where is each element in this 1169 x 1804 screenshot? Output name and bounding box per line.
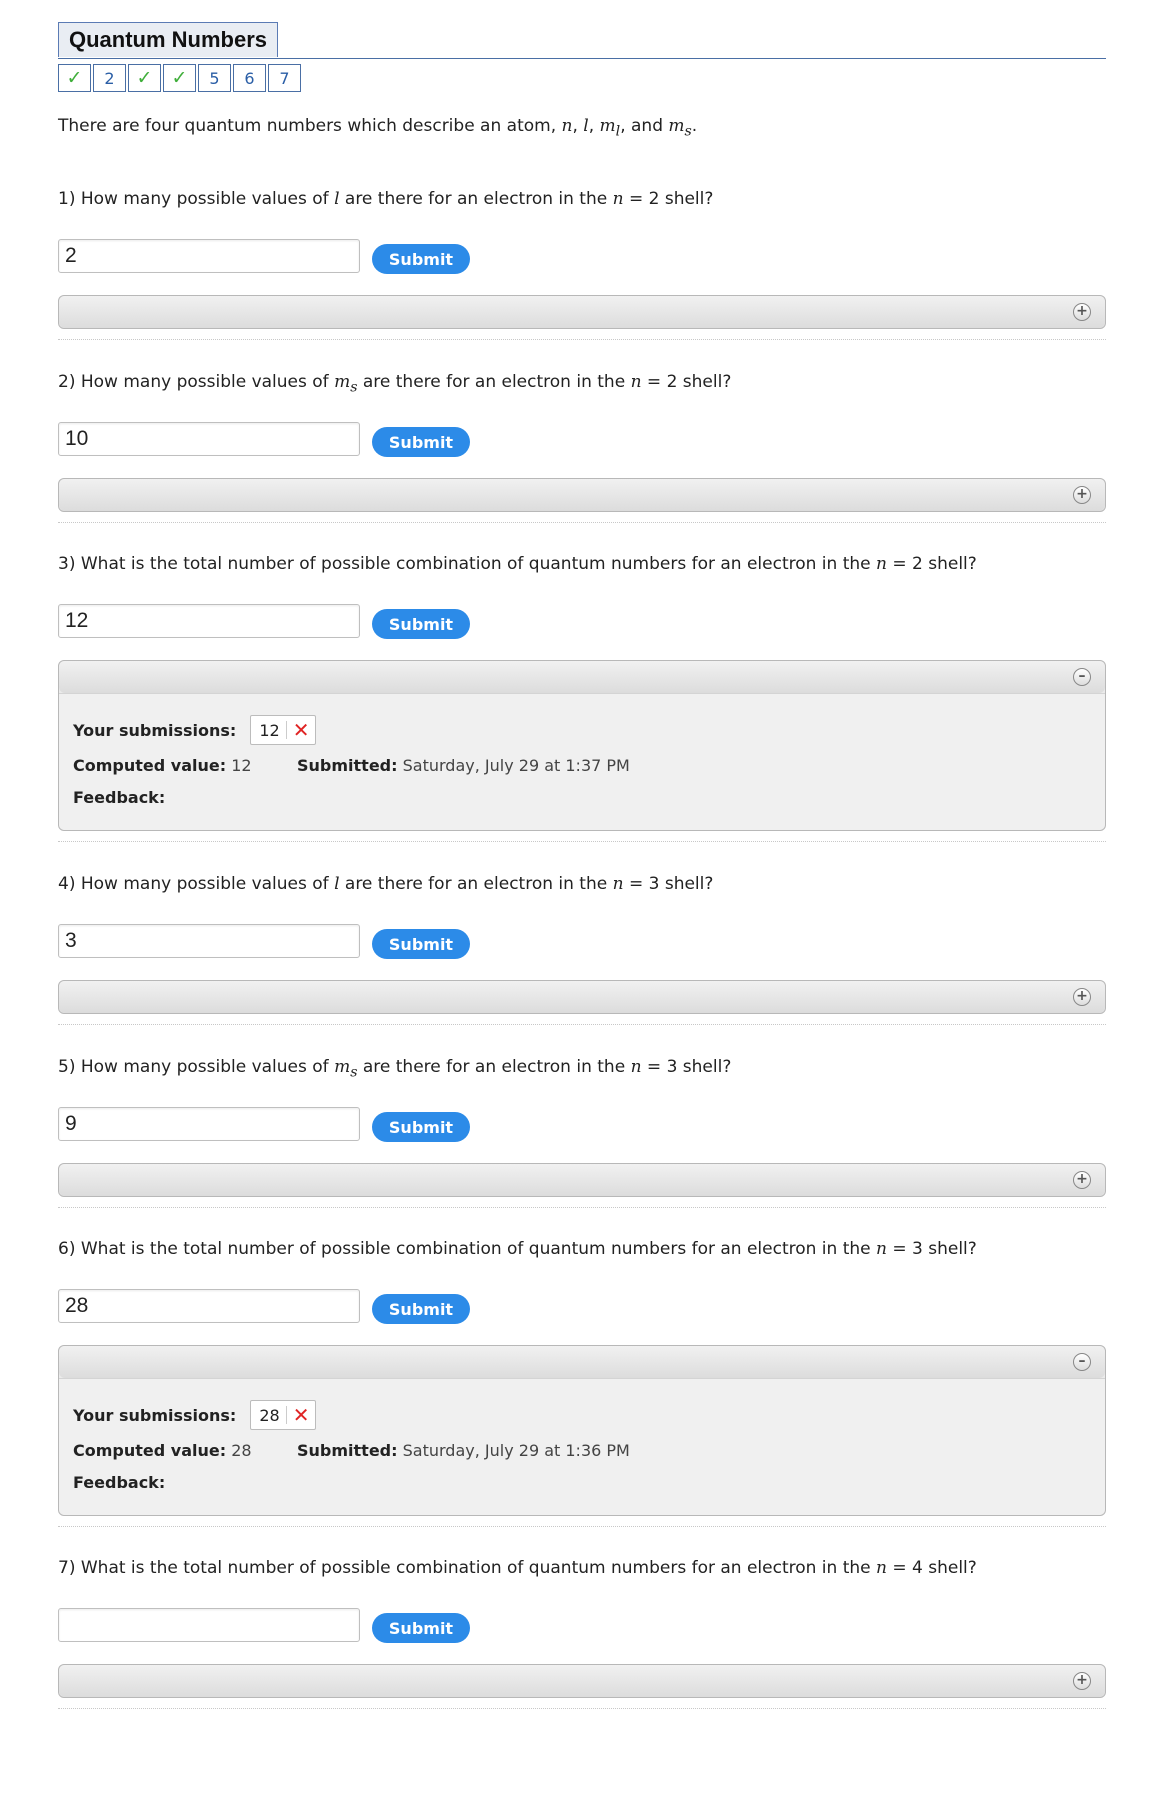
intro-var-ms: m (668, 116, 685, 136)
question-divider (58, 1708, 1106, 1709)
question-block (58, 187, 1106, 340)
question-number: 7) (58, 1558, 76, 1578)
question-middle: are there for an electron in the (357, 372, 631, 392)
question-block (58, 1055, 1106, 1208)
submitted-group (297, 756, 630, 778)
question-prefix: How many possible values of (80, 1057, 335, 1077)
feedback-panel (58, 1163, 1106, 1197)
question-block (58, 1237, 1106, 1527)
question-block (58, 1556, 1106, 1709)
check-icon: ✓ (171, 67, 188, 89)
feedback-panel (58, 660, 1106, 831)
answer-input[interactable] (58, 604, 360, 638)
question-divider (58, 1526, 1106, 1527)
feedback-label: Feedback: (73, 1473, 166, 1492)
answer-row (58, 1608, 1106, 1646)
nav-question-6[interactable] (233, 64, 266, 92)
feedback-panel (58, 980, 1106, 1014)
question-variable-sub: s (350, 1064, 358, 1081)
question-text (58, 1055, 1106, 1079)
intro-var-n: n (561, 116, 573, 136)
expand-icon[interactable]: + (1073, 486, 1091, 504)
question-suffix: = 2 shell? (623, 189, 714, 209)
answer-input[interactable] (58, 422, 360, 456)
submissions-label: Your submissions: (73, 720, 237, 740)
question-prefix: What is the total number of possible combination of quantum numbers for an electron in the (80, 1239, 877, 1259)
answer-row (58, 1107, 1106, 1145)
question-divider (58, 1024, 1106, 1025)
submissions-row (73, 714, 1091, 746)
question-divider (58, 339, 1106, 340)
submissions-row (73, 1399, 1091, 1431)
computed-row (73, 1441, 1091, 1463)
question-number: 6) (58, 1239, 76, 1259)
question-suffix: = 2 shell? (886, 554, 977, 574)
question-text (58, 187, 1106, 211)
question-number: 3) (58, 554, 76, 574)
computed-group (73, 756, 297, 778)
answer-input[interactable] (58, 239, 360, 273)
expand-icon[interactable]: + (1073, 1672, 1091, 1690)
answer-row (58, 924, 1106, 962)
question-variable: m (334, 372, 351, 392)
question-suffix: = 4 shell? (886, 1558, 977, 1578)
feedback-panel-body (59, 1378, 1105, 1515)
question-prefix: How many possible values of (80, 189, 335, 209)
submitted-value: Saturday, July 29 at 1:37 PM (402, 756, 630, 775)
submission-value: 12 (259, 720, 280, 740)
feedback-panel-body (59, 693, 1105, 830)
nav-question-4[interactable] (163, 64, 196, 92)
nav-question-2[interactable] (93, 64, 126, 92)
expand-icon[interactable]: + (1073, 1171, 1091, 1189)
question-divider (58, 841, 1106, 842)
question-divider (58, 1207, 1106, 1208)
submit-button[interactable]: Submit (372, 929, 470, 959)
submit-button[interactable]: Submit (372, 1613, 470, 1643)
question-variable-sub: s (350, 379, 358, 396)
question-suffix: = 3 shell? (641, 1057, 732, 1077)
intro-text: There are four quantum numbers which describe an atom, n, l, $m_l$, and $m_s$. (58, 116, 698, 140)
feedback-panel (58, 295, 1106, 329)
question-variable: l (334, 874, 340, 894)
quiz-container (58, 22, 1106, 143)
feedback-panel-header[interactable] (59, 981, 1105, 1013)
question-var-n: n (630, 372, 642, 392)
answer-row (58, 422, 1106, 460)
computed-value: 28 (231, 1441, 252, 1460)
submit-button[interactable]: Submit (372, 1294, 470, 1324)
submission-separator (286, 1406, 287, 1424)
question-var-n: n (876, 1558, 887, 1578)
question-number: 5) (58, 1057, 76, 1077)
feedback-label: Feedback: (73, 788, 166, 807)
question-prefix: How many possible values of (80, 372, 335, 392)
answer-input[interactable] (58, 1107, 360, 1141)
submission-separator (286, 721, 287, 739)
submitted-value: Saturday, July 29 at 1:36 PM (402, 1441, 630, 1460)
answer-row (58, 239, 1106, 277)
question-middle: are there for an electron in the (357, 1057, 631, 1077)
question-text (58, 552, 1106, 576)
submit-button[interactable]: Submit (372, 609, 470, 639)
question-var-n: n (630, 1057, 642, 1077)
computed-row (73, 756, 1091, 778)
nav-question-label: 7 (279, 68, 290, 88)
intro-var-ms-sub: s (684, 123, 692, 140)
question-divider (58, 522, 1106, 523)
nav-question-label: 2 (104, 68, 115, 88)
question-suffix: = 3 shell? (623, 874, 714, 894)
nav-question-label: 5 (209, 68, 220, 88)
answer-row (58, 604, 1106, 642)
question-variable: l (334, 189, 340, 209)
expand-icon[interactable]: + (1073, 303, 1091, 321)
submitted-group (297, 1441, 630, 1463)
question-text (58, 872, 1106, 896)
nav-question-1[interactable] (58, 64, 91, 92)
question-block (58, 370, 1106, 523)
question-prefix: What is the total number of possible combination of quantum numbers for an electron in the (80, 554, 877, 574)
expand-icon[interactable]: + (1073, 988, 1091, 1006)
page-title: Quantum Numbers (58, 22, 278, 57)
incorrect-x-icon: ✕ (292, 718, 310, 742)
computed-group (73, 1441, 297, 1463)
incorrect-x-icon: ✕ (292, 1403, 310, 1427)
question-suffix: = 2 shell? (641, 372, 732, 392)
question-text (58, 1237, 1106, 1261)
question-number: 4) (58, 874, 76, 894)
feedback-panel (58, 1664, 1106, 1698)
question-var-n: n (876, 1239, 887, 1259)
feedback-panel-header[interactable] (59, 661, 1105, 693)
question-var-n: n (612, 874, 624, 894)
question-var-n: n (876, 554, 887, 574)
intro-var-ml: m (599, 116, 616, 136)
answer-input[interactable] (58, 924, 360, 958)
check-icon: ✓ (136, 67, 153, 89)
feedback-panel (58, 478, 1106, 512)
check-icon: ✓ (66, 67, 83, 89)
submission-value: 28 (259, 1405, 280, 1425)
nav-question-7[interactable] (268, 64, 301, 92)
nav-question-5[interactable] (198, 64, 231, 92)
nav-question-label: 6 (244, 68, 255, 88)
submit-button[interactable]: Submit (372, 1112, 470, 1142)
feedback-panel-header[interactable] (59, 1346, 1105, 1378)
intro-sentence: There are four quantum numbers which describe an atom, (58, 116, 562, 136)
intro-and: and (631, 116, 663, 136)
question-text (58, 370, 1106, 394)
feedback-panel (58, 1345, 1106, 1516)
answer-input[interactable] (58, 1608, 360, 1642)
computed-label: Computed value: (73, 756, 227, 775)
answer-row (58, 1289, 1106, 1327)
intro-var-ml-sub: l (615, 123, 621, 140)
question-variable: m (334, 1057, 351, 1077)
submissions-label: Your submissions: (73, 1405, 237, 1425)
question-number: 1) (58, 189, 76, 209)
intro-var-l: l (583, 116, 589, 136)
question-middle: are there for an electron in the (339, 189, 613, 209)
question-block (58, 872, 1106, 1025)
computed-value: 12 (231, 756, 252, 775)
submitted-label: Submitted: (297, 1441, 398, 1460)
feedback-panel-header[interactable] (59, 1164, 1105, 1196)
collapse-icon[interactable]: – (1073, 668, 1091, 686)
feedback-panel-header[interactable] (59, 1665, 1105, 1697)
question-text (58, 1556, 1106, 1580)
computed-label: Computed value: (73, 1441, 227, 1460)
feedback-panel-header[interactable] (59, 479, 1105, 511)
question-suffix: = 3 shell? (886, 1239, 977, 1259)
question-middle: are there for an electron in the (339, 874, 613, 894)
question-var-n: n (612, 189, 624, 209)
submit-button[interactable]: Submit (372, 427, 470, 457)
submission-chip (250, 715, 316, 745)
question-number: 2) (58, 372, 76, 392)
submitted-label: Submitted: (297, 756, 398, 775)
question-prefix: What is the total number of possible combination of quantum numbers for an electron in the (80, 1558, 877, 1578)
answer-input[interactable] (58, 1289, 360, 1323)
collapse-icon[interactable]: – (1073, 1353, 1091, 1371)
submission-chip (250, 1400, 316, 1430)
submit-button[interactable]: Submit (372, 244, 470, 274)
question-nav (58, 64, 1106, 94)
title-bar (58, 22, 1106, 59)
question-prefix: How many possible values of (80, 874, 335, 894)
feedback-panel-header[interactable] (59, 296, 1105, 328)
question-block (58, 552, 1106, 842)
nav-question-3[interactable] (128, 64, 161, 92)
